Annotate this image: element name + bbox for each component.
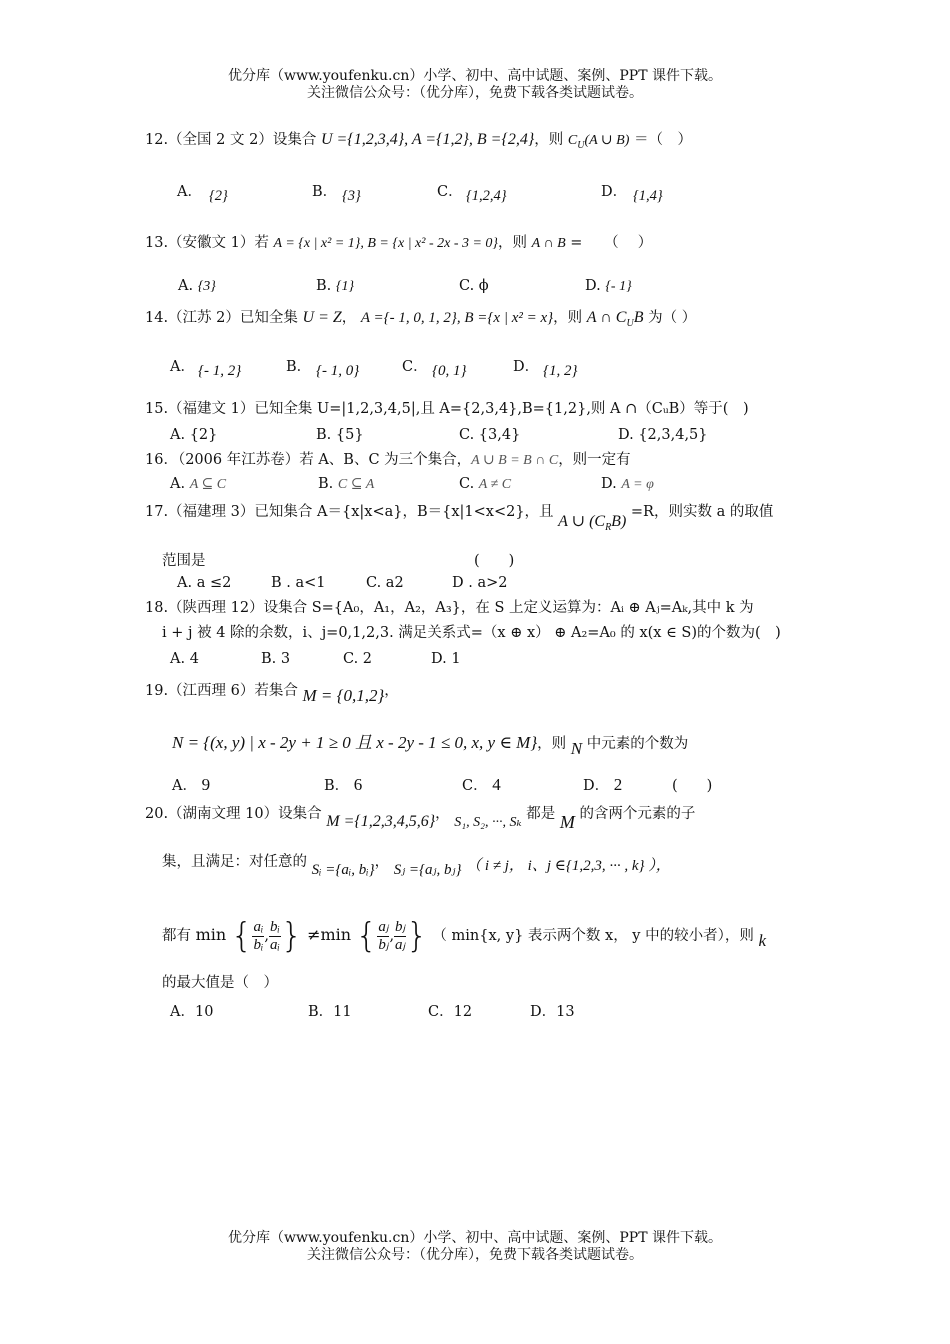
q14-stem: 14.（江苏 2）已知全集 [145, 310, 298, 326]
q12-stem: 12.（全国 2 文 2）设集合 [145, 132, 317, 148]
q18-option-b-value: 3 [280, 651, 291, 667]
q17-expr-sub: R [605, 522, 612, 534]
q19-option-d-label: D． [583, 778, 610, 794]
q15-option-d[interactable] [618, 427, 708, 443]
question-16 [145, 450, 631, 471]
page-header [0, 68, 950, 102]
q12-option-b-label: B． [312, 184, 338, 200]
q14-expr: A ∩ C [586, 309, 627, 326]
q15-option-b-label: B. [316, 427, 332, 443]
q13-option-a-value: {3} [197, 279, 216, 294]
q14-option-c[interactable] [402, 355, 428, 376]
q18-option-d[interactable] [431, 651, 461, 667]
q17-expr: A ∪ (C [558, 513, 606, 530]
q20-option-c[interactable] [428, 1000, 472, 1021]
q19-answer-paren: ( ) [672, 778, 713, 794]
q19-comma: ， [384, 683, 399, 699]
q14-expr-sub: U [626, 318, 634, 330]
q17-option-c-label: C. [366, 575, 382, 591]
q13-option-b[interactable] [316, 278, 354, 295]
q12-union: (A ∪ B) [584, 133, 630, 148]
q18-option-a-value: 4 [189, 651, 199, 667]
q20-si: Sᵢ ={aᵢ, bᵢ} [311, 862, 375, 878]
q12-option-a-label: A． [177, 184, 202, 200]
q14-option-c-value: {0, 1} [432, 363, 467, 379]
question-17 [145, 502, 774, 534]
q16-option-a-label: A. [170, 476, 186, 492]
q20-option-a-value: 10 [194, 1004, 214, 1020]
q16-option-a[interactable] [170, 476, 226, 493]
q19-then: ，则 [537, 736, 567, 752]
q16-option-a-value: A ⊆ C [189, 477, 227, 492]
q13-option-b-value: {1} [335, 279, 355, 294]
q17-option-b[interactable] [271, 575, 326, 591]
q19-option-c-label: C． [462, 778, 488, 794]
q13-option-a-label: A. [178, 278, 194, 294]
q14-option-b[interactable] [286, 355, 311, 376]
q20-index-condition: （ i ≠ j， i、j ∈{1,2,3, ··· , k} ）， [466, 858, 671, 874]
q12-option-b-value: {3} [342, 188, 361, 204]
q18-option-c[interactable] [343, 651, 372, 667]
q19-option-d[interactable] [583, 774, 622, 795]
q15-option-d-label: D. [618, 427, 634, 443]
q20-k: k [758, 931, 767, 950]
q13-option-d[interactable] [585, 278, 632, 295]
q12-option-a[interactable] [177, 180, 202, 201]
question-18: 18.（陕西理 12）设集合 S={A₀，A₁，A₂，A₃}，在 S 上定义运算为：Aᵢ ⊕ Aⱼ=Aₖ,其中 k 为 [145, 600, 754, 616]
q16-option-d-value: A = φ [621, 477, 654, 492]
q14-option-b-value: {- 1, 0} [316, 363, 360, 379]
q12-option-c-label: C． [437, 184, 463, 200]
q20-option-c-value: 12 [453, 1004, 473, 1020]
q20-option-b-label: B． [308, 1004, 334, 1020]
q13-option-c[interactable] [459, 278, 489, 294]
q20-line-4: 的最大值是（ ） [162, 975, 278, 991]
q20-line-2: 集，且满足：对任意的 Sᵢ ={aᵢ, bᵢ}， Sⱼ ={aⱼ, bⱼ} （ i ≠ j， i、j ∈{1,2,3, ··· , k} ）， [162, 854, 671, 878]
q16-option-b[interactable] [318, 476, 374, 493]
q12-option-d-label: D． [601, 184, 628, 200]
q14-option-d-label: D． [513, 359, 540, 375]
q14-expr-rest: B [633, 309, 644, 326]
q12-option-d[interactable] [601, 180, 627, 201]
q20-option-d-value: 13 [556, 1004, 575, 1020]
q12-option-c[interactable] [437, 180, 463, 201]
q19-option-a-value: 9 [201, 775, 211, 794]
q17-option-c-value: a2 [385, 575, 404, 591]
q13-option-c-label: C. [459, 278, 475, 294]
q17-option-a[interactable] [177, 575, 231, 591]
q20-min-right: min [320, 925, 352, 944]
q16-option-c-label: C. [459, 476, 475, 492]
q20-option-b[interactable] [308, 1000, 352, 1021]
q20-frac-bi-ai: $\frac{\text{bᵢ}}{\text{aᵢ}}$ [269, 918, 280, 953]
footer-line-1: 优分库（www.youfenku.cn）小学、初中、高中试题、案例、PPT 课件下载。 [227, 1230, 722, 1246]
q14-option-d-value: {1, 2} [543, 363, 578, 379]
q12-then: ，则 [534, 132, 564, 148]
q13-sets: A = {x | x² = 1}, B = {x | x² - 2x - 3 = 0} [273, 236, 499, 251]
q13-option-a[interactable] [178, 278, 216, 295]
q15-option-b-value: {5} [335, 427, 364, 443]
q20-option-b-value: 11 [333, 1004, 352, 1020]
q14-tail: 为（ ） [648, 310, 697, 326]
q13-option-c-value: ϕ [478, 278, 489, 294]
q16-option-c[interactable] [459, 476, 511, 493]
q14-option-a-value: {- 1, 2} [198, 363, 242, 379]
q15-option-b[interactable] [316, 427, 364, 443]
q12-complement: C [567, 133, 578, 148]
q16-option-b-label: B. [318, 476, 334, 492]
q20-min-definition: （ min{x, y} 表示两个数 x， y 中的较小者），则 [432, 928, 754, 944]
q18-line-2: i + j 被 4 除的余数，i、j=0,1,2,3. 满足关系式=（x ⊕ x） ⊕ A₂=A₀ 的 x(x ∈ S)的个数为( ) [162, 625, 781, 641]
q14-option-a-label: A． [170, 359, 195, 375]
q15-option-a-label: A. [170, 427, 186, 443]
page-footer [0, 1230, 950, 1264]
question-13 [145, 233, 652, 254]
q19-option-c[interactable] [462, 774, 501, 795]
q13-option-d-label: D. [585, 278, 601, 294]
q19-n: N [570, 739, 583, 758]
q14-option-d[interactable] [513, 355, 539, 376]
q20-tail: 的含两个元素的子 [579, 806, 696, 822]
q12-option-a-value: {2} [209, 188, 228, 204]
footer-line-2: 关注微信公众号：（优分库），免费下载各类试题试卷。 [307, 1247, 643, 1263]
q20-are: 都是 [526, 806, 556, 822]
q17-option-c[interactable] [366, 575, 404, 591]
q17-line-2: 范围是 [162, 553, 206, 569]
header-line-1: 优分库（www.youfenku.cn）小学、初中、高中试题、案例、PPT 课件下载。 [227, 68, 722, 84]
q17-option-d-label: D . [452, 575, 473, 591]
q19-stem: 19.（江西理 6）若集合 [145, 683, 298, 699]
q19-set-m: M = {0,1,2} [302, 686, 385, 705]
q20-line-3: 都有 min { $\frac{\text{aᵢ}}{\text{bᵢ}}$ , $\frac{\text{bᵢ}}{\text{aᵢ}}$ } ≠min { $\frac{\text{aⱼ}}{\text{bⱼ}}$ , $\frac{\text{bⱼ}}{\text{aⱼ}}$ } （ min{x, y} 表示两个数 x， y 中的较小者），则 k [162, 916, 767, 956]
q16-stem: 16．（2006 年江苏卷）若 A、B、C 为三个集合， [145, 452, 472, 468]
q14-sep: ， [341, 310, 357, 326]
q16-option-b-value: C ⊆ A [337, 477, 375, 492]
q14-then: ，则 [553, 310, 583, 326]
q20-option-c-label: C． [428, 1004, 454, 1020]
question-12 [145, 130, 692, 156]
q12-option-b[interactable] [312, 180, 337, 201]
q20-set-m: M ={1,2,3,4,5,6} [326, 813, 436, 830]
q20-stem: 20.（湖南文理 10）设集合 [145, 806, 322, 822]
q12-sets: U ={1,2,3,4}, A ={1,2}, B ={2,4} [320, 131, 535, 148]
q19-option-a[interactable] [172, 774, 210, 795]
q15-option-c-label: C. [459, 427, 475, 443]
q20-option-a[interactable] [170, 1000, 213, 1021]
q15-option-d-value: {2,3,4,5} [638, 427, 708, 443]
q17-option-d-value: a>2 [477, 575, 508, 591]
q17-answer-paren: ( ) [474, 553, 515, 569]
q14-option-b-label: B． [286, 359, 312, 375]
q20-sj: Sⱼ ={aⱼ, bⱼ} [393, 862, 462, 878]
q19-option-d-value: 2 [613, 775, 623, 794]
q20-line-2-text: 集，且满足：对任意的 [162, 854, 307, 870]
q15-option-a-value: {2} [189, 427, 218, 443]
q18-option-a-label: A. [170, 651, 186, 667]
q16-option-c-value: A ≠ C [478, 477, 512, 492]
q14-sets: A ={- 1, 0, 1, 2}, B ={x | x² = x} [360, 310, 554, 326]
q18-option-a[interactable] [170, 651, 199, 667]
q18-option-c-value: 2 [362, 651, 373, 667]
q20-option-d-label: D． [530, 1004, 557, 1020]
q20-frac-ai-bi: $\frac{\text{aᵢ}}{\text{bᵢ}}$ [253, 918, 264, 953]
q14-universe: U = Z [302, 309, 342, 326]
q20-line-3-text: 都有 [162, 928, 191, 944]
q17-expr-rest: B) [611, 513, 627, 530]
q18-option-d-label: D. [431, 651, 447, 667]
q15-option-a[interactable] [170, 427, 217, 443]
question-15: 15.（福建文 1）已知全集 U=|1,2,3,4,5|,且 A={2,3,4},B={1,2},则 A ∩（CᵤB）等于( ) [145, 401, 749, 417]
q20-neq: ≠ [307, 925, 321, 944]
q14-option-c-label: C． [402, 359, 428, 375]
q18-option-c-label: C. [343, 651, 359, 667]
q20-m: M [559, 812, 575, 832]
q17-option-d[interactable] [452, 575, 507, 591]
q12-tail: ＝（ ） [633, 132, 692, 148]
q19-option-b-value: 6 [353, 775, 363, 794]
q16-tail: ，则一定有 [558, 452, 631, 468]
q19-line-2 [172, 733, 689, 758]
q19-tail: 中元素的个数为 [586, 736, 689, 752]
q12-option-c-value: {1,2,4} [466, 188, 507, 204]
q20-min-left: min [195, 925, 227, 944]
q16-option-d-label: D. [601, 476, 617, 492]
q12-complement-sub: U [577, 139, 585, 151]
q15-option-c[interactable] [459, 427, 520, 443]
q20-option-d[interactable] [530, 1000, 575, 1021]
question-14 [145, 308, 696, 334]
q13-then: ，则 [498, 235, 528, 251]
q16-condition: A ∪ B = B ∩ C [471, 453, 559, 468]
question-19 [145, 680, 399, 705]
q16-option-d[interactable] [601, 476, 654, 493]
header-line-2: 关注微信公众号：（优分库），免费下载各类试题试卷。 [307, 85, 643, 101]
q15-option-c-value: {3,4} [478, 427, 521, 443]
q19-option-b-label: B． [324, 778, 350, 794]
q13-option-d-value: {- 1} [605, 279, 632, 294]
q17-stem: 17.（福建理 3）已知集合 A＝{x|x<a}，B＝{x|1<x<2}，且 [145, 504, 554, 520]
q19-option-c-value: 4 [492, 775, 501, 794]
q19-option-a-label: A． [172, 778, 197, 794]
q13-stem: 13.（安徽文 1）若 [145, 235, 269, 251]
q18-option-b-label: B. [261, 651, 277, 667]
q13-option-b-label: B. [316, 278, 332, 294]
q20-option-a-label: A． [170, 1004, 195, 1020]
q17-tail: =R，则实数 a 的取值 [630, 504, 774, 520]
q18-option-d-value: 1 [451, 651, 461, 667]
q20-frac-aj-bj: $\frac{\text{aⱼ}}{\text{bⱼ}}$ [378, 918, 389, 953]
q18-option-b[interactable] [261, 651, 290, 667]
q17-option-a-label: A. [177, 575, 193, 591]
q14-option-a[interactable] [170, 355, 195, 376]
q19-set-n: N = {(x, y) | x - 2y + 1 ≥ 0 且 x - 2y - 1 ≤ 0, x, y ∈ M} [172, 733, 538, 752]
q17-option-b-value: a<1 [295, 575, 326, 591]
q13-intersection: A ∩ B [531, 236, 566, 251]
q19-option-b[interactable] [324, 774, 362, 795]
q12-option-d-value: {1,4} [633, 188, 663, 204]
q17-option-b-label: B . [271, 575, 291, 591]
q13-tail: = （ ） [570, 235, 653, 251]
question-20: 20.（湖南文理 10）设集合 M ={1,2,3,4,5,6}， S₁, S₂, ···, Sₖ 都是 M 的含两个元素的子 [145, 806, 696, 832]
q20-subsets: S₁, S₂, ···, Sₖ [454, 815, 522, 830]
q20-frac-bj-aj: $\frac{\text{bⱼ}}{\text{aⱼ}}$ [395, 918, 406, 953]
q17-option-a-value: a ≤2 [196, 575, 232, 591]
